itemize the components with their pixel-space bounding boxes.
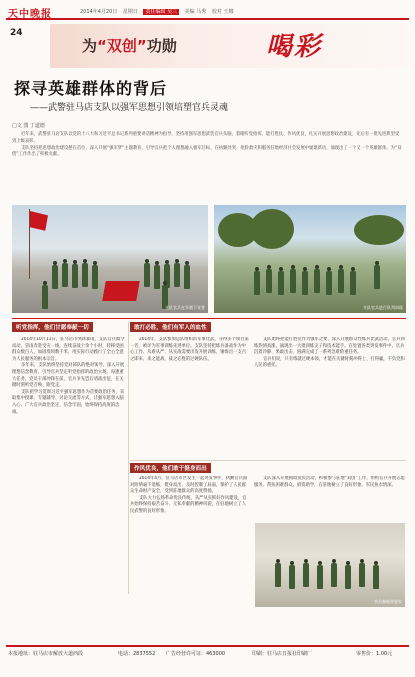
footer-address: 本报地址：驻马店市解放大道西段 (8, 651, 84, 657)
tree (354, 215, 404, 245)
proof-credit: 校对 王娜 (211, 9, 234, 15)
banner-slogan (82, 35, 177, 56)
byline: □文 图 丁道德 (12, 123, 45, 129)
section-banner (50, 24, 410, 68)
soldier-figure (82, 263, 88, 287)
soldier-figure (254, 271, 260, 295)
slogan-suffix: 功勋 (146, 37, 177, 55)
body-paragraph: 支队始终把能打胜仗作为强军之要，深入开展群众性练兵比武活动，官兵训练热情高涨，涌现出一大批训练尖子和技术能手。在处置各类突发事件中，官兵沉着冷静、果敢出击，圆满完成了一系列急难险重任务。 (254, 337, 405, 356)
article-intro (12, 132, 403, 159)
photo-caption: 官兵参观荣誉室 (374, 599, 402, 604)
soldier-figure (314, 269, 320, 293)
slogan-highlight: “双创” (97, 37, 147, 55)
soldier-figure (144, 263, 150, 287)
tree (250, 209, 294, 249)
red-banner (102, 281, 140, 301)
page-number: 24 (10, 28, 23, 38)
editor-credit: 责任编辑 吴三 (145, 9, 178, 15)
body-paragraph: 支队深入开展拥政爱民活动，积极参与驻地“双创”工作，组织官兵开展志愿服务，帮扶困难群众，捐资助学，在驻地树立了良好形象，军民鱼水情深。 (254, 476, 405, 488)
soldier-figure (373, 565, 379, 589)
soldier-figure (266, 269, 272, 293)
section-divider (12, 318, 406, 319)
soldier-figure (52, 265, 58, 289)
photo-flag-ceremony (12, 205, 208, 313)
flagpole (29, 209, 30, 279)
body-paragraph: 2014年10月11日，驻马店市突降暴雨，支队官兵闻令而动，冒雨奔赴受灾一线，连续奋战十余个小时，转移受困群众数百人，加固堤坝数千米，用实际行动践行了全心全意为人民服务的根本宗旨。 (12, 337, 125, 362)
headline: 探寻英雄群体的背后 (14, 79, 168, 98)
section-heading: 敢打必胜，他们有军人的血性 (130, 322, 211, 332)
body-paragraph: 2014年4月，驻马店市区发生一起突发事件，执勤官兵面对险情毫不退缩，挺身而出，及时控制了局面，保护了人民群众生命财产安全，受到驻地群众的高度赞扬。 (130, 476, 248, 495)
soldier-figure (72, 264, 78, 288)
subheadline: ——武警驻马店支队以强军思想引领培塑官兵灵魂 (30, 103, 229, 113)
section-heading: 作风优良，他们敢于挺身而出 (130, 463, 211, 473)
article-column (130, 337, 250, 457)
red-flag (30, 211, 48, 247)
soldier-figure (338, 269, 344, 293)
dateline (80, 8, 237, 15)
section-heading: 听党指挥，他们甘愿奉献一切 (12, 322, 93, 332)
article-column (130, 476, 250, 594)
soldier-figure (317, 565, 323, 589)
footer-printer: 印刷：驻马店日报社印刷厂 (252, 651, 313, 657)
page-footer (6, 645, 409, 657)
article-column (12, 337, 126, 595)
body-paragraph: 支队大力弘扬革命优良传统，从严从实抓好作风建设，官兵始终保持艰苦奋斗、无私奉献的精神风貌，在驻地树立了人民武警的良好形象。 (130, 495, 247, 514)
soldier-figure (92, 265, 98, 289)
body-paragraph: 多年来，支队始终坚持党对部队的绝对领导，深入开展理想信念教育，引导官兵坚定听党指挥的政治立场。每逢重大任务，党员干部冲锋在前，官兵争先恐后请战出征，在关键时刻听党召唤、跟党走。 (12, 363, 125, 389)
soldier-figure (331, 563, 337, 587)
body-paragraph: 官兵们说，只有练就过硬本领，才能在关键时刻冲得上、打得赢，不负党和人民的重托。 (254, 356, 405, 369)
soldier-figure (184, 265, 190, 289)
intro-paragraph: 近年来，武警驻马店支队以党的十八大和习近平总书记系列重要讲话精神为指导，坚持用强军思想武装官兵头脑，着眼听党指挥、能打胜仗、作风优良，扎实开展思想政治建设，先后有一批先进典型受到上级表彰。 (12, 132, 400, 144)
footer-price: 零售价：1.00元 (356, 651, 393, 657)
footer-phone: 电话：2837552 (118, 651, 156, 657)
article-column (254, 476, 405, 520)
photo-honor-room (255, 523, 405, 607)
section-divider (130, 460, 406, 461)
soldier-figure (302, 271, 308, 295)
soldier-figure (303, 563, 309, 587)
soldier-figure (275, 563, 281, 587)
photo-caption: 支队官兵在军旗下宣誓 (165, 305, 205, 310)
column-divider (128, 322, 129, 594)
soldier-figure (278, 271, 284, 295)
body-paragraph: 支队把学习贯彻习近平强军思想作为首要政治任务，采取集中授课、专题辅导、讨论交流等方式，让强军思想入脑入心，广大官兵政治坚定、信念牢固，始终保持高度的忠诚。 (12, 389, 125, 415)
soldier-figure (174, 263, 180, 287)
footer-ad-permit: 广告经营许可证：463000 (166, 651, 226, 657)
soldier-figure (359, 563, 365, 587)
banner-cheer-calligraphy: 喝彩 (266, 32, 323, 62)
designer-credit: 美编 马秀 (184, 9, 207, 15)
soldier-figure (290, 269, 296, 293)
article-column (254, 337, 405, 457)
soldier-figure (42, 285, 48, 309)
soldier-figure (289, 565, 295, 589)
newspaper-logo: 天中晚报 (8, 9, 52, 20)
issue-date: 2014年4月20日 (80, 9, 118, 15)
slogan-prefix: 为 (82, 37, 98, 55)
soldier-figure (374, 265, 380, 289)
soldier-figure (326, 271, 332, 295)
soldier-figure (154, 265, 160, 289)
soldier-figure (62, 263, 68, 287)
photo-caption: 支队官兵进行队列训练 (363, 305, 403, 310)
issue-weekday: 星期日 (122, 9, 138, 15)
soldier-figure (345, 565, 351, 589)
photo-drill (214, 205, 406, 313)
body-paragraph: 2014年，支队参加总队组织的军事比武，夺得多个项目第一名，被评为军事训练先进单位。支队坚持把练兵备战作为中心工作，从难从严、从实战需要出发开展训练，锤炼出一支召之即来、来之能战、战之必胜的过硬队伍。 (130, 337, 249, 362)
masthead (6, 5, 409, 20)
intro-paragraph: 支队坚持把思想政治建设摆在首位，深入开展“强军梦”主题教育，引导官兵把个人理想融入强军目标，在执勤处突、抢险救灾和服务驻地经济社会发展中屡建新功，涌现出了一个又一个英雄群体，为“双创”工作作出了积极贡献。 (12, 145, 402, 158)
soldier-figure (350, 271, 356, 295)
